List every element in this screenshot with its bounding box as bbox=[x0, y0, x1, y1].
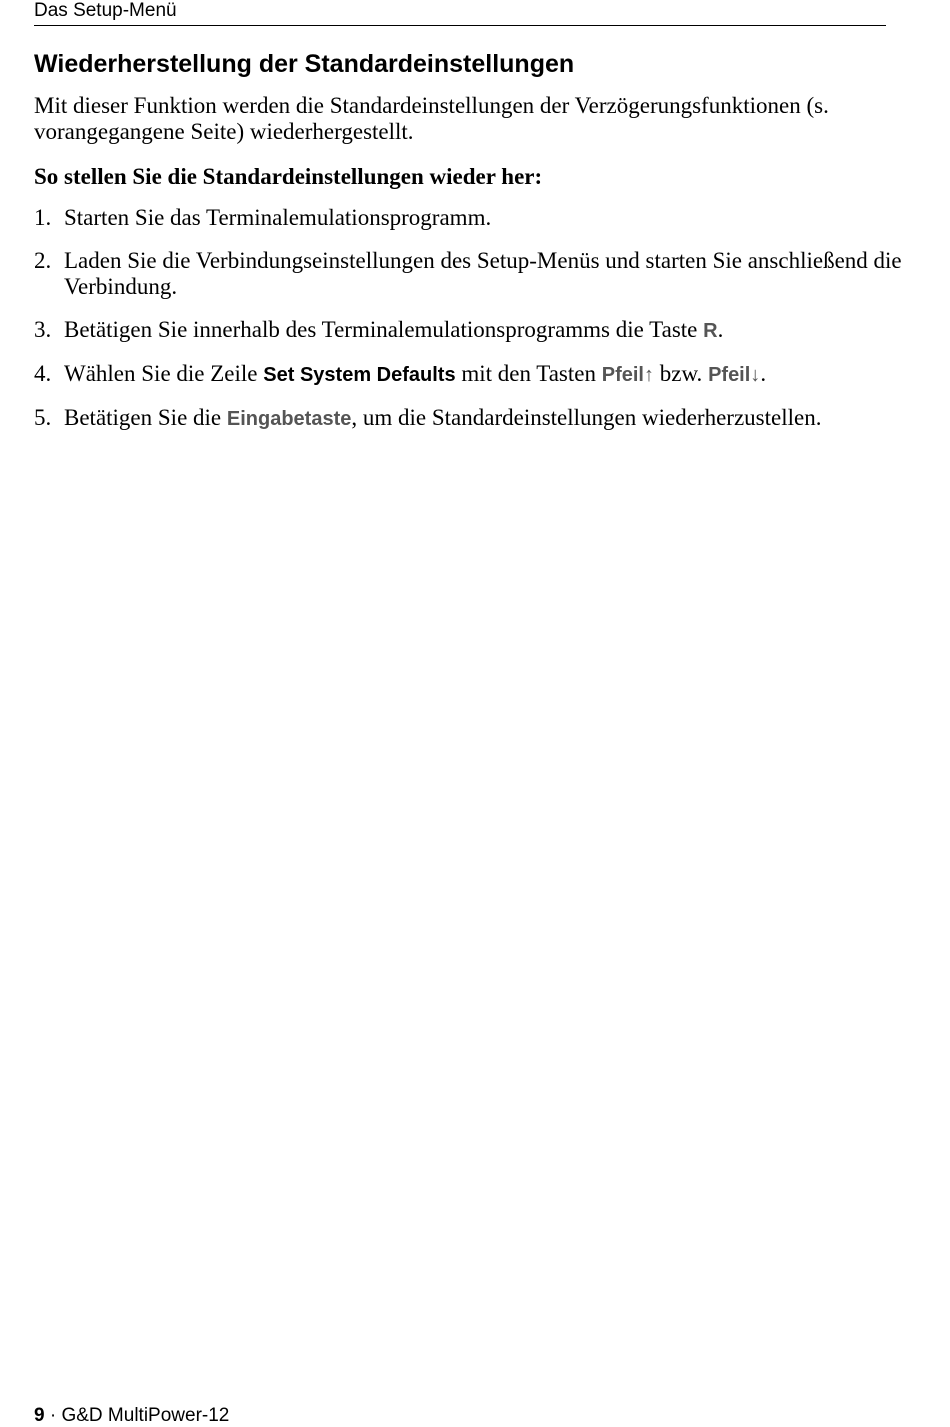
page-footer bbox=[34, 1405, 229, 1427]
step-1 bbox=[34, 205, 914, 231]
step-number: 3. bbox=[34, 317, 52, 342]
footer-separator: · bbox=[44, 1405, 62, 1426]
step-text: Starten Sie das Terminalemulationsprogramm. bbox=[64, 205, 492, 230]
page-number: 9 bbox=[34, 1405, 45, 1426]
key-arrow-down: Pfeil↓ bbox=[708, 364, 761, 386]
key-arrow-up: Pfeil↑ bbox=[601, 364, 654, 386]
steps-list bbox=[34, 205, 914, 449]
step-text-part: Betätigen Sie innerhalb des Terminalemulationsprogramms die Taste bbox=[64, 317, 704, 342]
step-5 bbox=[34, 405, 914, 432]
step-4 bbox=[34, 361, 914, 388]
key-enter: Eingabetaste bbox=[226, 408, 352, 430]
step-number: 1. bbox=[34, 205, 52, 230]
step-text bbox=[64, 405, 914, 432]
step-text-part: mit den Tasten bbox=[455, 361, 602, 386]
running-header-title: Das Setup-Menü bbox=[34, 0, 177, 21]
step-number: 4. bbox=[34, 361, 52, 386]
footer-product-name: G&D MultiPower-12 bbox=[61, 1405, 230, 1426]
section-title: Wiederherstellung der Standardeinstellungen bbox=[34, 50, 575, 78]
step-text bbox=[64, 361, 914, 388]
menu-item-set-system-defaults: Set System Defaults bbox=[263, 364, 456, 386]
step-text bbox=[64, 317, 914, 344]
step-text-part: . bbox=[717, 317, 724, 342]
intro-paragraph: Mit dieser Funktion werden die Standardeinstellungen der Verzögerungsfunktionen (s. vorangegangene Seite) wiederhergestellt. bbox=[34, 93, 829, 144]
running-header bbox=[34, 0, 886, 26]
step-text-part: , um die Standardeinstellungen wiederherzustellen. bbox=[351, 405, 822, 430]
step-number: 5. bbox=[34, 405, 52, 430]
key-r: R bbox=[703, 320, 718, 342]
step-text-part: Wählen Sie die Zeile bbox=[64, 361, 264, 386]
step-text-part: . bbox=[760, 361, 767, 386]
step-3 bbox=[34, 317, 914, 344]
step-number: 2. bbox=[34, 248, 52, 273]
step-2 bbox=[34, 248, 914, 300]
step-text: Laden Sie die Verbindungseinstellungen des Setup-Menüs und starten Sie anschließend die Verbindung. bbox=[64, 248, 902, 299]
procedure-heading: So stellen Sie die Standardeinstellungen wieder her: bbox=[34, 164, 543, 189]
step-text-part: Betätigen Sie die bbox=[64, 405, 227, 430]
step-text-part: bzw. bbox=[653, 361, 709, 386]
